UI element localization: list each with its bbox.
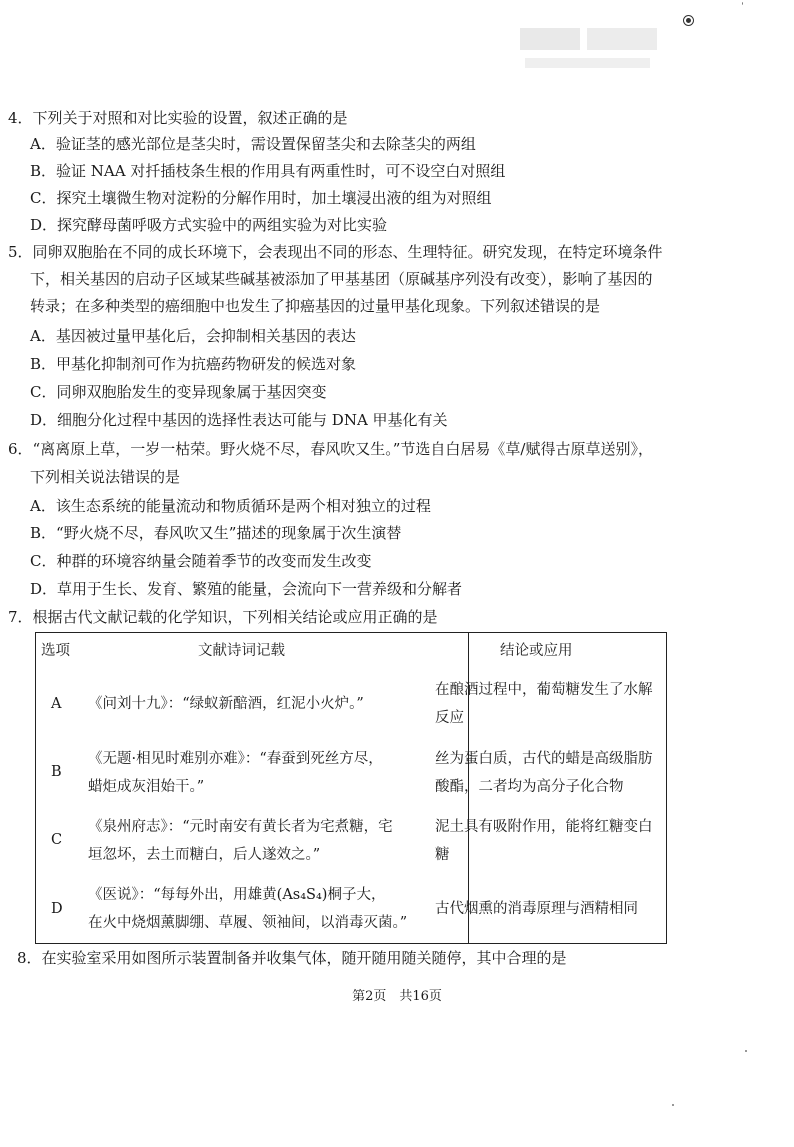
q7-header-record: 文献诗词记载 (198, 643, 285, 659)
q4-option-b: B．验证 NAA 对扦插枝条生根的作用具有两重性时，可不设空白对照组 (30, 162, 506, 180)
q6-option-d: D．草用于生长、发育、繁殖的能量，会流向下一营养级和分解者 (30, 580, 463, 598)
speck (745, 1050, 747, 1052)
speck (742, 2, 743, 5)
q7-row-a-conclusion-line-2: 反应 (435, 710, 464, 726)
q7-row-c-record-line-2: 垣忽坏，去土而糖白，后人遂效之。” (88, 847, 321, 863)
q5-option-b: B．甲基化抑制剂可作为抗癌药物研发的候选对象 (30, 355, 357, 373)
q7-row-d-record-line-1: 《医说》：“每每外出，用雄黄(As₄S₄)桐子大， (88, 887, 386, 903)
q5-option-c: C．同卵双胞胎发生的变异现象属于基因突变 (30, 383, 327, 401)
q7-header-conclusion: 结论或应用 (500, 643, 573, 659)
faded-stamp-icon (515, 18, 665, 78)
q7-row-c-option: C (51, 832, 63, 848)
q5-stem-line-1: 5．同卵双胞胎在不同的成长环境下，会表现出不同的形态、生理特征。研究发现，在特定环境条件 (8, 243, 663, 261)
q7-row-b-option: B (51, 764, 62, 780)
speck (672, 1104, 674, 1106)
q8-stem: 8．在实验室采用如图所示装置制备并收集气体，随开随用随关随停，其中合理的是 (17, 949, 567, 967)
q7-row-b-record-line-1: 《无题·相见时难别亦难》：“春蚕到死丝方尽， (88, 751, 383, 767)
q6-stem-line-2: 下列相关说法错误的是 (30, 468, 181, 486)
q7-row-d-record-line-2: 在火中烧烟薰脚绷、草履、领袖间，以消毒灭菌。” (88, 915, 408, 931)
q7-row-c-record-line-1: 《泉州府志》：“元时南安有黄长者为宅煮糖，宅 (88, 819, 393, 835)
q5-stem-line-2: 下，相关基因的启动子区域某些碱基被添加了甲基基团（原碱基序列没有改变），影响了基因的 (30, 270, 653, 288)
q5-stem-line-3: 转录；在多种类型的癌细胞中也发生了抑癌基因的过量甲基化现象。下列叙述错误的是 (30, 297, 601, 315)
q7-row-b-conclusion-line-2: 酸酯，二者均为高分子化合物 (435, 779, 624, 795)
q6-option-b: B．“野火烧不尽，春风吹又生”描述的现象属于次生演替 (30, 524, 402, 542)
q7-row-c-conclusion-line-2: 糖 (435, 847, 450, 863)
q4-stem: 4．下列关于对照和对比实验的设置，叙述正确的是 (8, 109, 348, 127)
q4-option-a: A．验证茎的感光部位是茎尖时，需设置保留茎尖和去除茎尖的两组 (30, 135, 476, 153)
q6-option-a: A．该生态系统的能量流动和物质循环是两个相对独立的过程 (30, 497, 431, 515)
q4-option-d: D．探究酵母菌呼吸方式实验中的两组实验为对比实验 (30, 216, 388, 234)
q7-row-d-option: D (51, 901, 63, 917)
registration-circle-icon (683, 15, 694, 26)
q7-row-a-option: A (51, 696, 62, 712)
q7-row-d-conclusion-line-1: 古代烟熏的消毒原理与酒精相同 (435, 901, 638, 917)
q7-row-a-conclusion-line-1: 在酿酒过程中，葡萄糖发生了水解 (435, 682, 653, 698)
q5-option-a: A．基因被过量甲基化后，会抑制相关基因的表达 (30, 327, 356, 345)
q6-option-c: C．种群的环境容纳量会随着季节的改变而发生改变 (30, 552, 372, 570)
q4-option-c: C．探究土壤微生物对淀粉的分解作用时，加土壤浸出液的组为对照组 (30, 189, 492, 207)
q7-stem: 7．根据古代文献记载的化学知识，下列相关结论或应用正确的是 (8, 608, 438, 626)
q7-row-a-record-line-1: 《问刘十九》：“绿蚁新醅酒，红泥小火炉。” (88, 696, 364, 712)
q7-row-b-conclusion-line-1: 丝为蛋白质，古代的蜡是高级脂肪 (435, 751, 653, 767)
q7-header-option: 选项 (41, 643, 70, 659)
page-number: 第2页 共16页 (352, 989, 442, 1004)
q7-row-b-record-line-2: 蜡炬成灰泪始干。” (88, 779, 205, 795)
q7-row-c-conclusion-line-1: 泥土具有吸附作用，能将红糖变白 (435, 819, 653, 835)
q6-stem-line-1: 6．“离离原上草，一岁一枯荣。野火烧不尽，春风吹又生。”节选自白居易《草/赋得古原草送别》， (8, 440, 653, 458)
q5-option-d: D．细胞分化过程中基因的选择性表达可能与 DNA 甲基化有关 (30, 411, 448, 429)
